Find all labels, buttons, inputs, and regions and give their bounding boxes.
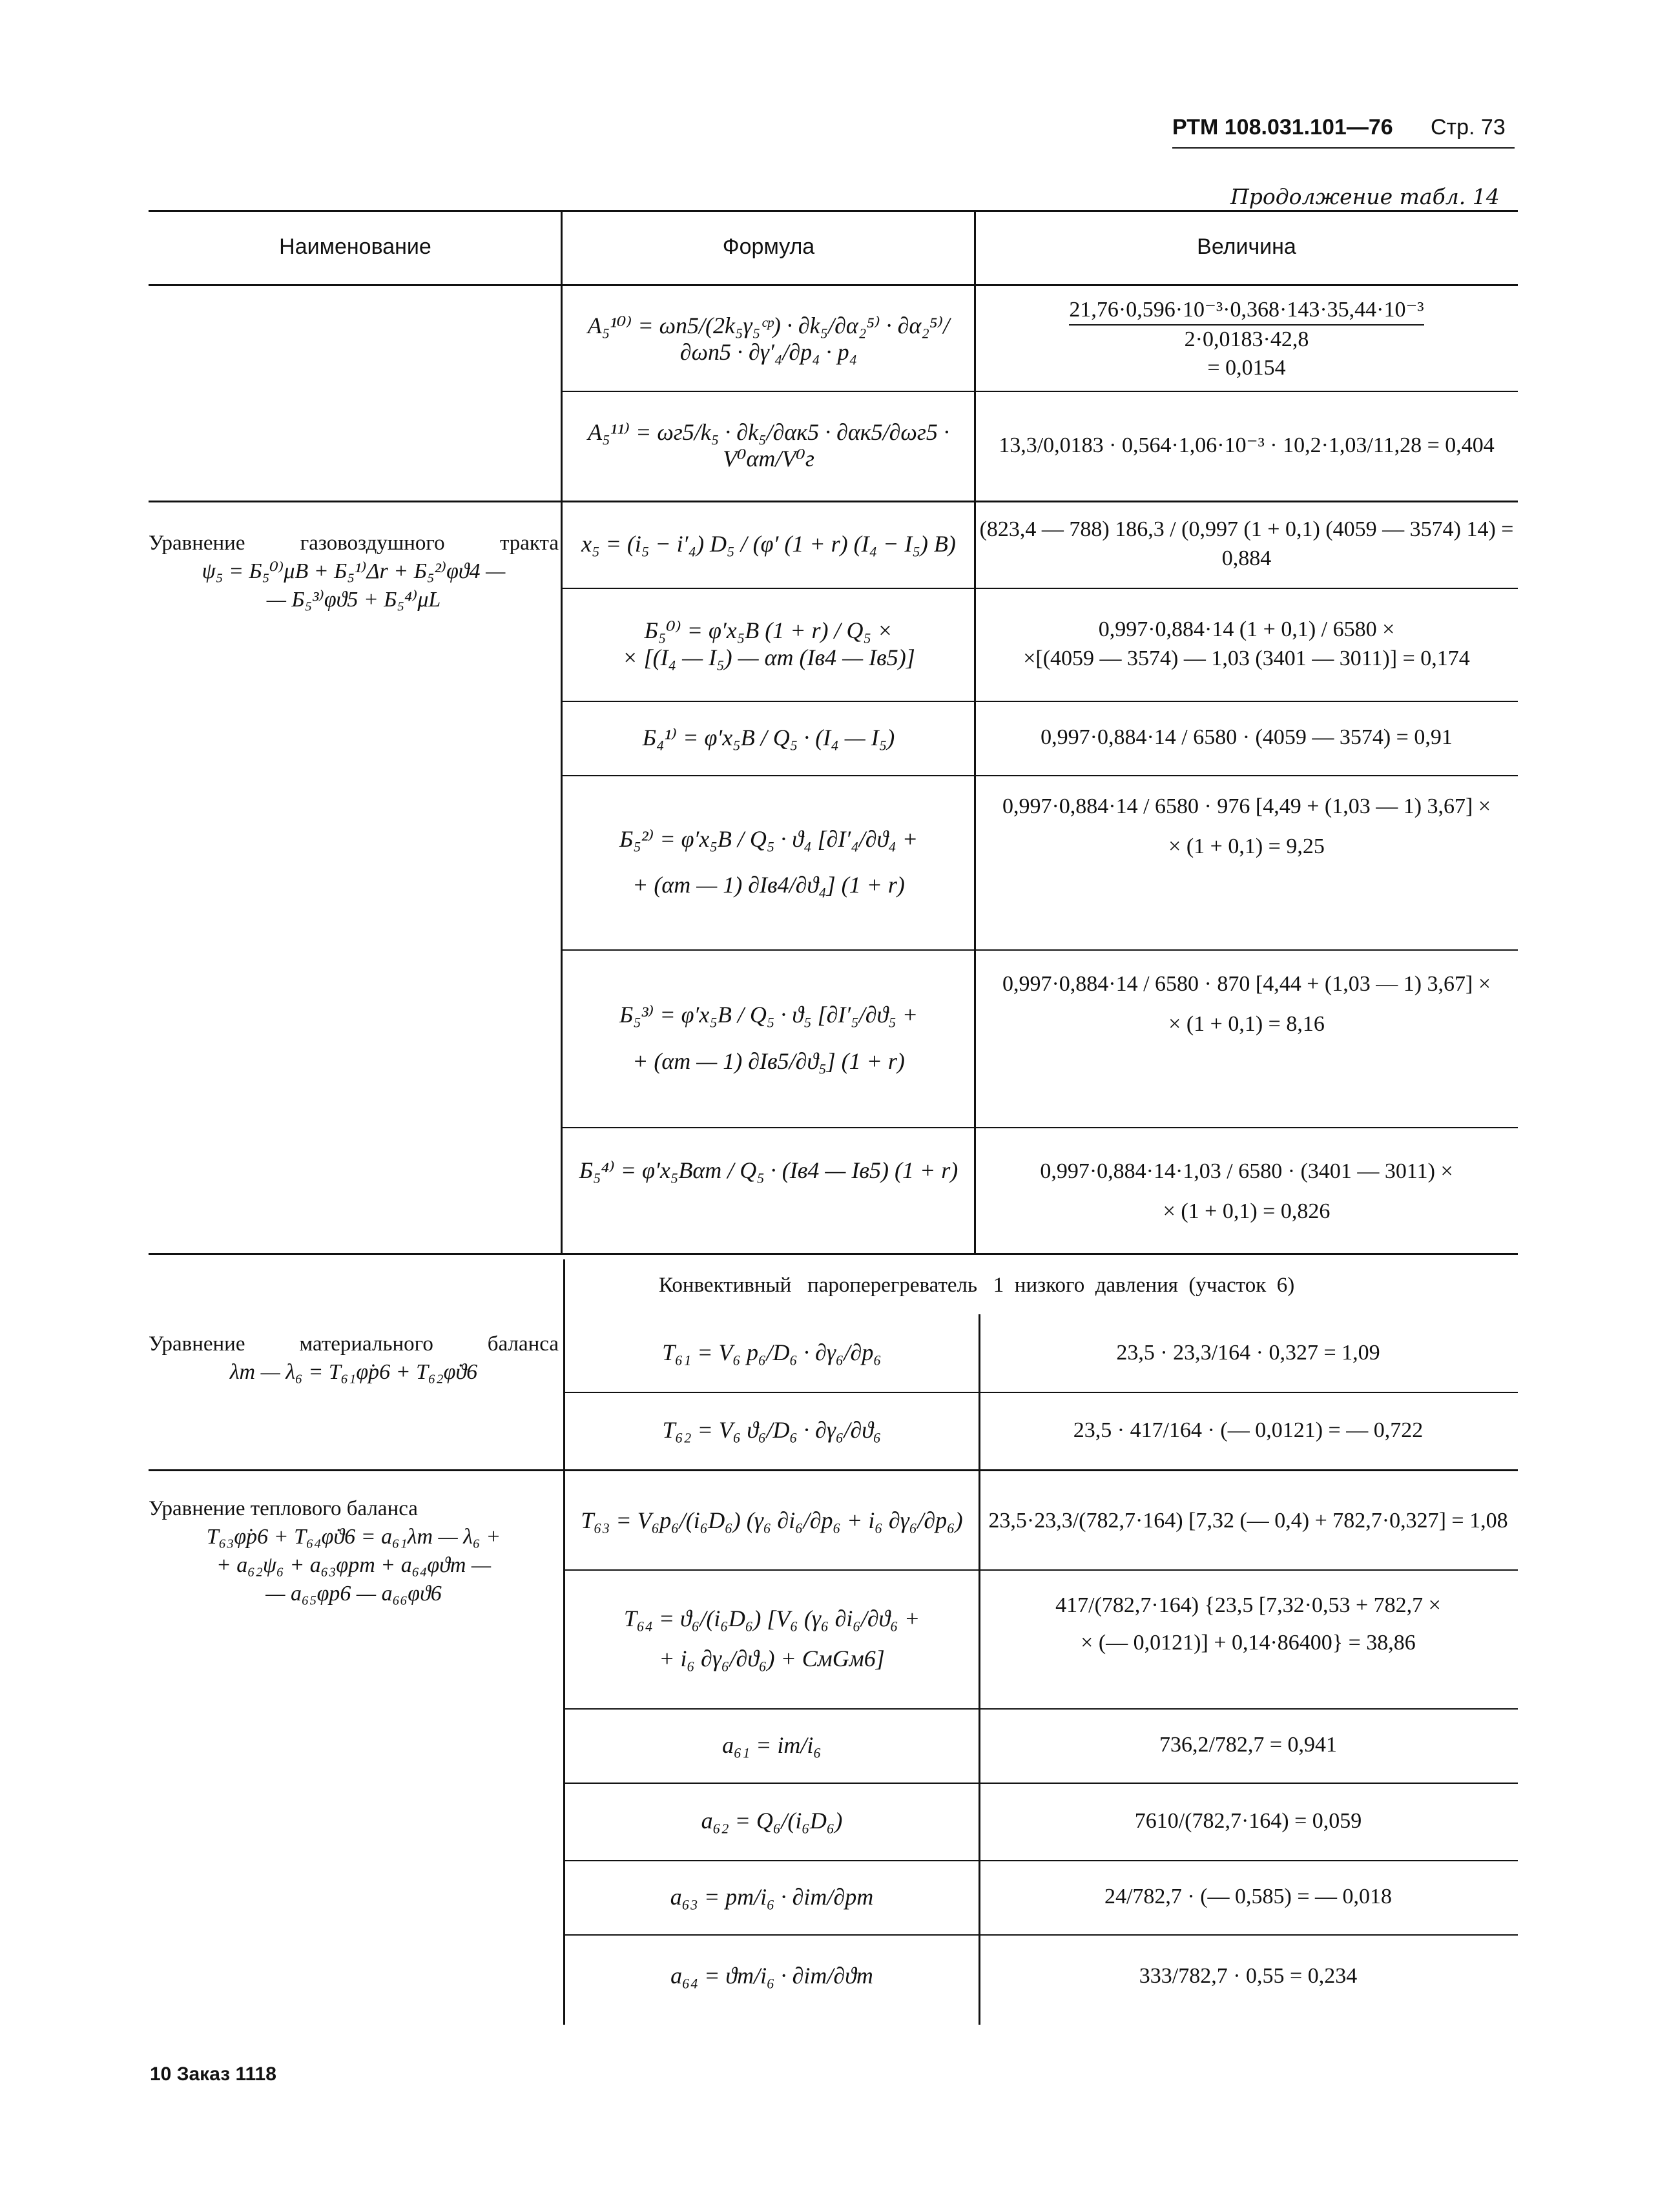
rule-b5-0 [562, 701, 1518, 702]
formula-t63: T₆₃ = V₆p₆/(i₆D₆) (γ₆ ∂i₆/∂p₆ + i₆ ∂γ₆/∂p₆) [581, 1507, 963, 1534]
material-equation-name [149, 1330, 559, 1387]
formula-t64-line2: + i₆ ∂γ₆/∂ϑ₆) + CмGм6] [659, 1645, 885, 1671]
formula-t64-line1: T₆₄ = ϑ₆/(i₆D₆) [V₆ (γ₆ ∂i₆/∂ϑ₆ + [623, 1606, 920, 1632]
value-b5-3-line2: × (1 + 0,1) = 8,16 [1168, 1012, 1325, 1036]
col-divider-1 [561, 210, 563, 287]
value-a64: 333/782,7 · 0,55 = 0,234 [1139, 1963, 1358, 1988]
gas-title-b: газовоздушного [300, 532, 445, 555]
value-b5-4 [979, 1137, 1515, 1246]
formula-t62: T₆₂ = V₆ ϑ₆/D₆ · ∂γ₆/∂ϑ₆ [662, 1417, 882, 1443]
formula-b5-2-line1: Б₅²⁾ = φ′x₅B / Q₅ · ϑ₄ [∂I′₄/∂ϑ₄ + [619, 825, 918, 852]
formula-b5-0 [565, 591, 972, 698]
value-a5-10-line3: = 0,0154 [1207, 356, 1286, 380]
col-divider-2a [974, 287, 976, 1253]
material-title-c: баланса [487, 1332, 559, 1356]
value-b5-0-line1: 0,997·0,884·14 (1 + 0,1) / 6580 × [1098, 617, 1395, 642]
continuation-label: Продолжение табл. 14 [1230, 184, 1500, 209]
rule-material-end [149, 1469, 1518, 1471]
heat-eq-line1: T₆₃φ̇p6 + T₆₄φ̇ϑ6 = a₆₁λт — λ₆ + [206, 1524, 501, 1549]
formula-b5-0-line2: × [(I₄ — I₅) — αт (Iв4 — Iв5)] [622, 644, 915, 670]
col-divider-1a [561, 287, 563, 1253]
doc-code: РТМ 108.031.101—76 [1172, 115, 1393, 140]
col-header-value: Величина [1197, 234, 1296, 259]
value-t64 [982, 1576, 1515, 1673]
gas-title-a: Уравнение [149, 532, 245, 555]
value-a5-10-line1: 21,76·0,596·10⁻³·0,368·143·35,44·10⁻³ [1069, 296, 1424, 326]
value-b5-4-line1: 0,997·0,884·14·1,03 / 6580 · (3401 — 3011) × [1040, 1159, 1453, 1183]
col-header-formula: Формула [722, 234, 815, 259]
formula-b5-2 [565, 778, 972, 946]
rule-t61 [563, 1392, 1518, 1393]
footer-order: 10 Заказ 1118 [150, 2063, 276, 2085]
formula-b5-3-line1: Б₅³⁾ = φ′x₅B / Q₅ · ϑ₅ [∂I′₅/∂ϑ₅ + [619, 1002, 918, 1028]
formula-b5-0-line1: Б₅⁰⁾ = φ′x₅B (1 + r) / Q₅ × [644, 617, 893, 644]
value-b5-2-line2: × (1 + 0,1) = 9,25 [1168, 834, 1325, 858]
gas-eq-line1: ψ₅ = Б₅⁰⁾μB + Б₅¹⁾Δr + Б₅²⁾φϑ4 — [202, 559, 506, 583]
formula-t64 [568, 1573, 975, 1705]
table-head-rule [149, 284, 1518, 286]
col-divider-1b [563, 1259, 565, 2025]
heat-eq-line3: — a₆₅φp6 — a₆₆φϑ6 [265, 1582, 442, 1606]
formula-b5-3-line2: + (αт — 1) ∂Iв5/∂ϑ₅] (1 + r) [632, 1048, 905, 1074]
value-b5-3 [979, 956, 1515, 1053]
rule-b4-1 [562, 775, 1518, 776]
formula-a5-10: A₅¹⁰⁾ = ωп5/(2k₅γ₅ᶜᵖ) · ∂k₅/∂α₂⁵⁾ · ∂α₂⁵⁾/∂ωп5 · ∂γ′₄/∂p₄ · p₄ [587, 312, 950, 365]
col-divider-2b [979, 1314, 980, 2025]
value-t64-line1: 417/(782,7·164) {23,5 [7,32·0,53 + 782,7 × [1055, 1593, 1441, 1617]
formula-a63: a₆₃ = pт/i₆ · ∂iт/∂pт [670, 1883, 874, 1910]
page-number: Стр. 73 [1431, 115, 1506, 140]
col-divider-2 [974, 210, 976, 287]
table-top-rule [149, 210, 1518, 212]
rule-t64 [563, 1708, 1518, 1710]
rule-formula-a5-10 [562, 391, 1518, 392]
value-a5-10 [979, 291, 1515, 388]
gas-equation-name [149, 530, 559, 614]
rule-a61 [563, 1783, 1518, 1784]
material-eq: λт — λ₆ = T₆₁φ̇p6 + T₆₂φ̇ϑ6 [229, 1359, 478, 1384]
value-b5-0 [979, 591, 1515, 698]
rule-a63 [563, 1934, 1518, 1936]
formula-t61: T₆₁ = V₆ p₆/D₆ · ∂γ₆/∂p₆ [662, 1339, 882, 1366]
rule-b5-3 [562, 1127, 1518, 1128]
gas-eq-line2: — Б₅³⁾φϑ5 + Б₅⁴⁾μL [266, 588, 441, 612]
formula-b5-3 [565, 953, 972, 1124]
heat-eq-line2: + a₆₂ψ₆ + a₆₃φpт + a₆₄φϑт — [216, 1553, 492, 1578]
rule-b5-2 [562, 949, 1518, 951]
formula-b5-2-line2: + (αт — 1) ∂Iв4/∂ϑ₄] (1 + r) [632, 872, 905, 898]
value-b5-3-line1: 0,997·0,884·14 / 6580 · 870 [4,44 + (1,03 — 1) 3,67] × [1002, 971, 1491, 996]
formula-b5-4: Б₅⁴⁾ = φ′x₅Bαт / Q₅ · (Iв4 — Iв5) (1 + r) [579, 1157, 958, 1183]
rule-t63 [563, 1569, 1518, 1571]
material-title-a: Уравнение [149, 1332, 245, 1356]
value-b5-2 [979, 778, 1515, 875]
formula-a62: a₆₂ = Q₆/(i₆D₆) [701, 1808, 843, 1834]
section-6-title: Конвективный пароперегреватель 1 низкого давления (участок 6) [659, 1274, 1295, 1297]
formula-a5-11: A₅¹¹⁾ = ωг5/k₅ · ∂k₅/∂αк5 · ∂αк5/∂ωг5 · V⁰αт/V⁰г [588, 419, 949, 471]
header-rule [1172, 147, 1515, 149]
value-a5-11: 13,3/0,0183 · 0,564·1,06·10⁻³ · 10,2·1,03/11,28 = 0,404 [999, 433, 1495, 457]
value-t61: 23,5 · 23,3/164 · 0,327 = 1,09 [1116, 1340, 1380, 1365]
formula-a61: a₆₁ = iт/i₆ [722, 1731, 822, 1758]
value-t63: 23,5·23,3/(782,7·164) [7,32 (— 0,4) + 782,7·0,327] = 1,08 [988, 1508, 1508, 1533]
material-title-b: материального [299, 1332, 433, 1356]
value-b5-0-line2: ×[(4059 — 3574) — 1,03 (3401 — 3011)] = 0,174 [1023, 646, 1470, 670]
rule-section-6 [149, 1253, 1518, 1255]
value-b5-4-line2: × (1 + 0,1) = 0,826 [1163, 1199, 1331, 1223]
value-t62: 23,5 · 417/164 · (— 0,0121) = — 0,722 [1073, 1418, 1424, 1442]
rule-x5 [562, 588, 1518, 589]
heat-equation-name [149, 1495, 559, 1608]
rule-a62 [563, 1860, 1518, 1861]
value-b4-1: 0,997·0,884·14 / 6580 · (4059 — 3574) = 0,91 [1041, 725, 1453, 750]
value-x5: (823,4 — 788) 186,3 / (0,997 (1 + 0,1) (4059 — 3574) 14) = 0,884 [979, 517, 1514, 570]
rule-section-gas [149, 501, 1518, 502]
value-a5-10-line2: 2·0,0183·42,8 [1184, 327, 1309, 351]
value-a63: 24/782,7 · (— 0,585) = — 0,018 [1104, 1885, 1393, 1909]
col-header-name: Наименование [279, 234, 431, 259]
heat-title: Уравнение теплового баланса [149, 1497, 418, 1520]
value-b5-2-line1: 0,997·0,884·14 / 6580 · 976 [4,49 + (1,03 — 1) 3,67] × [1002, 794, 1491, 818]
value-a62: 7610/(782,7·164) = 0,059 [1134, 1808, 1362, 1833]
value-a61: 736,2/782,7 = 0,941 [1159, 1733, 1338, 1757]
formula-b4-1: Б₄¹⁾ = φ′x₅B / Q₅ · (I₄ — I₅) [642, 724, 895, 750]
formula-a64: a₆₄ = ϑт/i₆ · ∂iт/∂ϑт [670, 1963, 873, 1989]
value-t64-line2: × (— 0,0121)] + 0,14·86400} = 38,86 [1081, 1631, 1416, 1655]
formula-x5: x₅ = (i₅ − i′₄) D₅ / (φ′ (1 + r) (I₄ − I₅) B) [581, 530, 956, 557]
gas-title-c: тракта [499, 532, 559, 555]
